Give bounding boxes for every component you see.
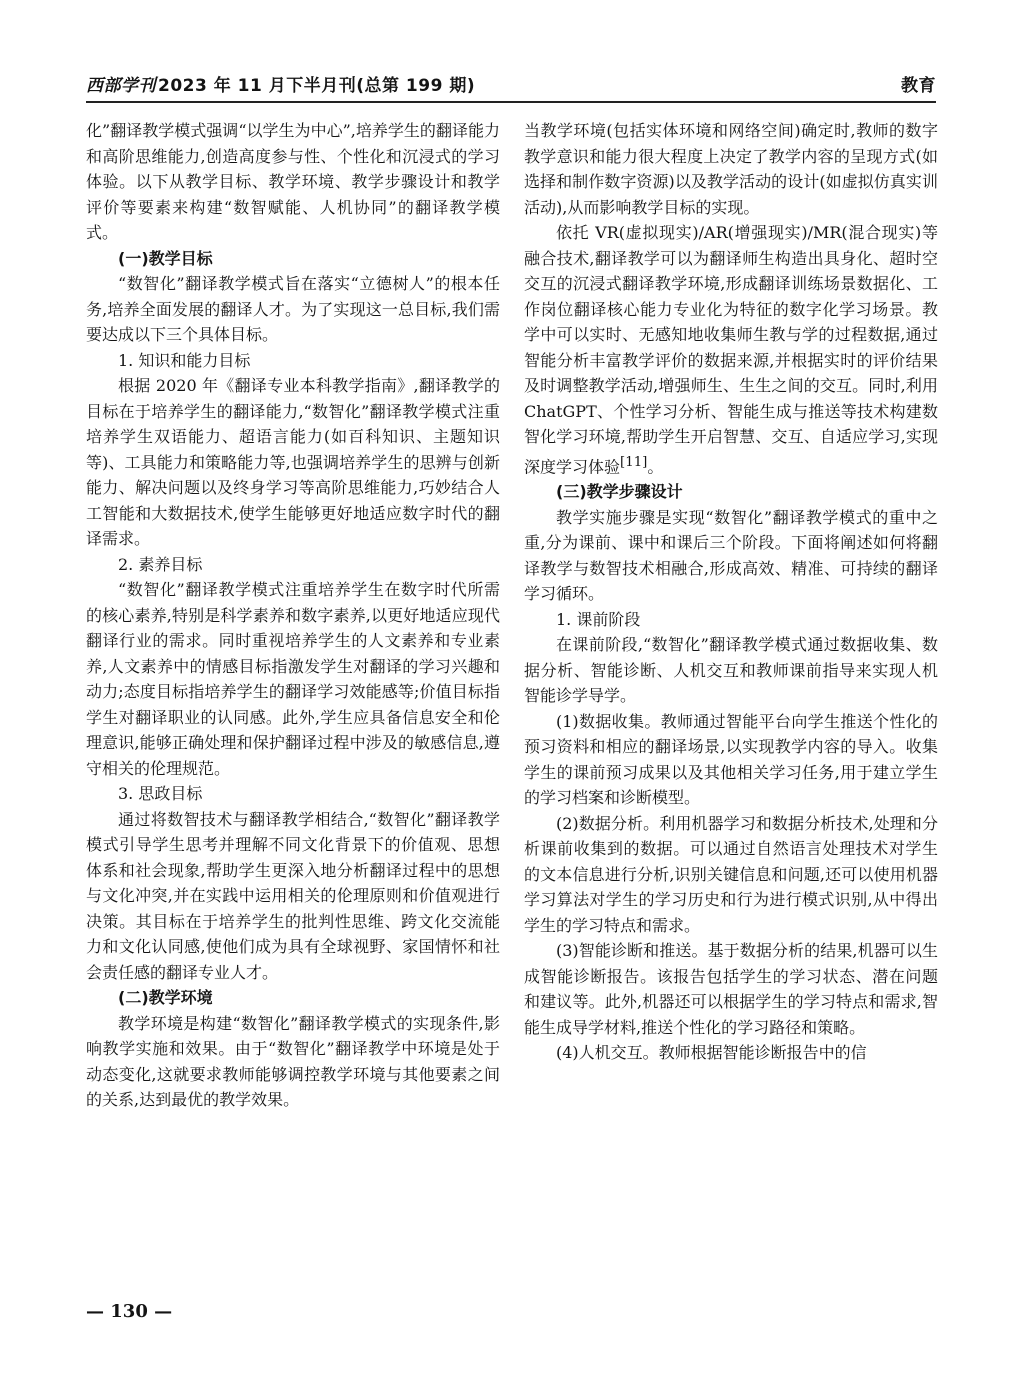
list-item: (1)数据收集。教师通过智能平台向学生推送个性化的预习资料和相应的翻译场景,以实现教学内容的导入。收集学生的课前预习成果以及其他相关学习任务,用于建立学生的学习档案和诊断模型。 bbox=[524, 711, 938, 808]
list-item: (3)智能诊断和推送。基于数据分析的结果,机器可以生成智能诊断报告。该报告包括学生的学习状态、潜在问题和建议等。此外,机器还可以根据学生的学习特点和需求,智能生成导学材料,推送个性化的学习路径和策略。 bbox=[524, 941, 938, 1037]
list-item: (4)人机交互。教师根据智能诊断报告中的信 bbox=[556, 1043, 867, 1063]
paragraph-end: 。 bbox=[647, 456, 664, 476]
right-column bbox=[524, 118, 938, 1066]
paragraph: 教学环境是构建“数智化”翻译教学模式的实现条件,影响教学实施和效果。由于“数智化”翻译教学中环境是处于动态变化,这就要求教师能够调控教学环境与其他要素之间的关系,达到最优的教学效果。 bbox=[86, 1013, 500, 1109]
list-item: (2)数据分析。利用机器学习和数据分析技术,处理和分析课前收集到的数据。可以通过自然语言处理技术对学生的文本信息进行分析,识别关键信息和问题,还可以使用机器学习算法对学生的学习历史和行为进行模式识别,从中得出学生的学习特点和需求。 bbox=[524, 813, 938, 935]
page-number: — 130 — bbox=[86, 1301, 173, 1322]
paragraph: 当教学环境(包括实体环境和网络空间)确定时,教师的数字教学意识和能力很大程度上决定了教学内容的呈现方式(如选择和制作数字资源)以及教学活动的设计(如虚拟仿真实训活动),从而影响教学目标的实现。 bbox=[524, 121, 938, 217]
paragraph: 教学实施步骤是实现“数智化”翻译教学模式的重中之重,分为课前、课中和课后三个阶段。下面将阐述如何将翻译教学与数智技术相融合,形成高效、精准、可持续的翻译学习循环。 bbox=[524, 507, 938, 604]
section-heading: (二)教学环境 bbox=[118, 988, 213, 1007]
subsection-heading: 1. 知识和能力目标 bbox=[118, 350, 251, 370]
paragraph-text: 依托 VR(虚拟现实)/AR(增强现实)/MR(混合现实)等融合技术,翻译教学可以为翻译师生构造出具身化、超时空交互的沉浸式翻译教学环境,形成翻译训练场景数据化、工作岗位翻译核心能力专业化为特征的数字化学习场景。教学中可以实时、无感知地收集师生教与学的过程数据,通过智能分析丰富教学评价的数据来源,并根据实时的评价结果及时调整教学活动,增强师生、生生之间的交互。同时,利用 ChatGPT、个性学习分析、智能生成与推送等技术构建数智化学习环境,帮助学生开启智慧、交互、自适应学习,实现深度学习体验 bbox=[524, 223, 938, 476]
citation: [11] bbox=[620, 454, 648, 470]
paragraph: 在课前阶段,“数智化”翻译教学模式通过数据收集、数据分析、智能诊断、人机交互和教师课前指导来实现人机智能诊学导学。 bbox=[524, 635, 938, 706]
subsection-heading: 2. 素养目标 bbox=[118, 554, 203, 574]
header-rule bbox=[86, 101, 936, 103]
paragraph: “数智化”翻译教学模式注重培养学生在数字时代所需的核心素养,特别是科学素养和数字素养,以更好地适应现代翻译行业的需求。同时重视培养学生的人文素养和专业素养,人文素养中的情感目标指激发学生对翻译的学习兴趣和动力;态度目标指培养学生的翻译学习效能感等;价值目标指学生对翻译职业的认同感。此外,学生应具备信息安全和伦理意识,能够正确处理和保护翻译过程中涉及的敏感信息,遵守相关的伦理规范。 bbox=[86, 580, 500, 778]
left-column bbox=[86, 118, 500, 1113]
subsection-heading: 1. 课前阶段 bbox=[556, 609, 641, 629]
subsection-heading: 3. 思政目标 bbox=[118, 784, 203, 803]
paragraph: 化”翻译教学模式强调“以学生为中心”,培养学生的翻译能力和高阶思维能力,创造高度参与性、个性化和沉浸式的学习体验。以下从教学目标、教学环境、教学步骤设计和教学评价等要素来构建“数智赋能、人机协同”的翻译教学模式。 bbox=[86, 121, 500, 242]
running-header bbox=[86, 74, 936, 96]
paragraph bbox=[524, 220, 938, 479]
issue-info: 2023 年 11 月下半月刊(总第 199 期) bbox=[158, 76, 476, 96]
section-name: 教育 bbox=[901, 76, 936, 96]
journal-name: 西部学刊 bbox=[86, 76, 156, 96]
paragraph: “数智化”翻译教学模式旨在落实“立德树人”的根本任务,培养全面发展的翻译人才。为了实现这一总目标,我们需要达成以下三个具体目标。 bbox=[86, 274, 500, 344]
section-heading: (三)教学步骤设计 bbox=[556, 482, 683, 502]
paragraph: 通过将数智技术与翻译教学相结合,“数智化”翻译教学模式引导学生思考并理解不同文化背景下的价值观、思想体系和社会现象,帮助学生更深入地分析翻译过程中的思想与文化冲突,并在实践中运用相关的伦理原则和价值观进行决策。其目标在于培养学生的批判性思维、跨文化交流能力和文化认同感,使他们成为具有全球视野、家国情怀和社会责任感的翻译专业人才。 bbox=[86, 809, 500, 982]
paragraph: 根据 2020 年《翻译专业本科教学指南》,翻译教学的目标在于培养学生的翻译能力,“数智化”翻译教学模式注重培养学生双语能力、超语言能力(如百科知识、主题知识等)、工具能力和策略能力等,也强调培养学生的思辨与创新能力、解决问题以及终身学习等高阶思维能力,巧妙结合人工智能和大数据技术,使学生能够更好地适应数字时代的翻译需求。 bbox=[86, 376, 500, 548]
header-left bbox=[86, 71, 475, 96]
section-heading: (一)教学目标 bbox=[118, 248, 213, 268]
